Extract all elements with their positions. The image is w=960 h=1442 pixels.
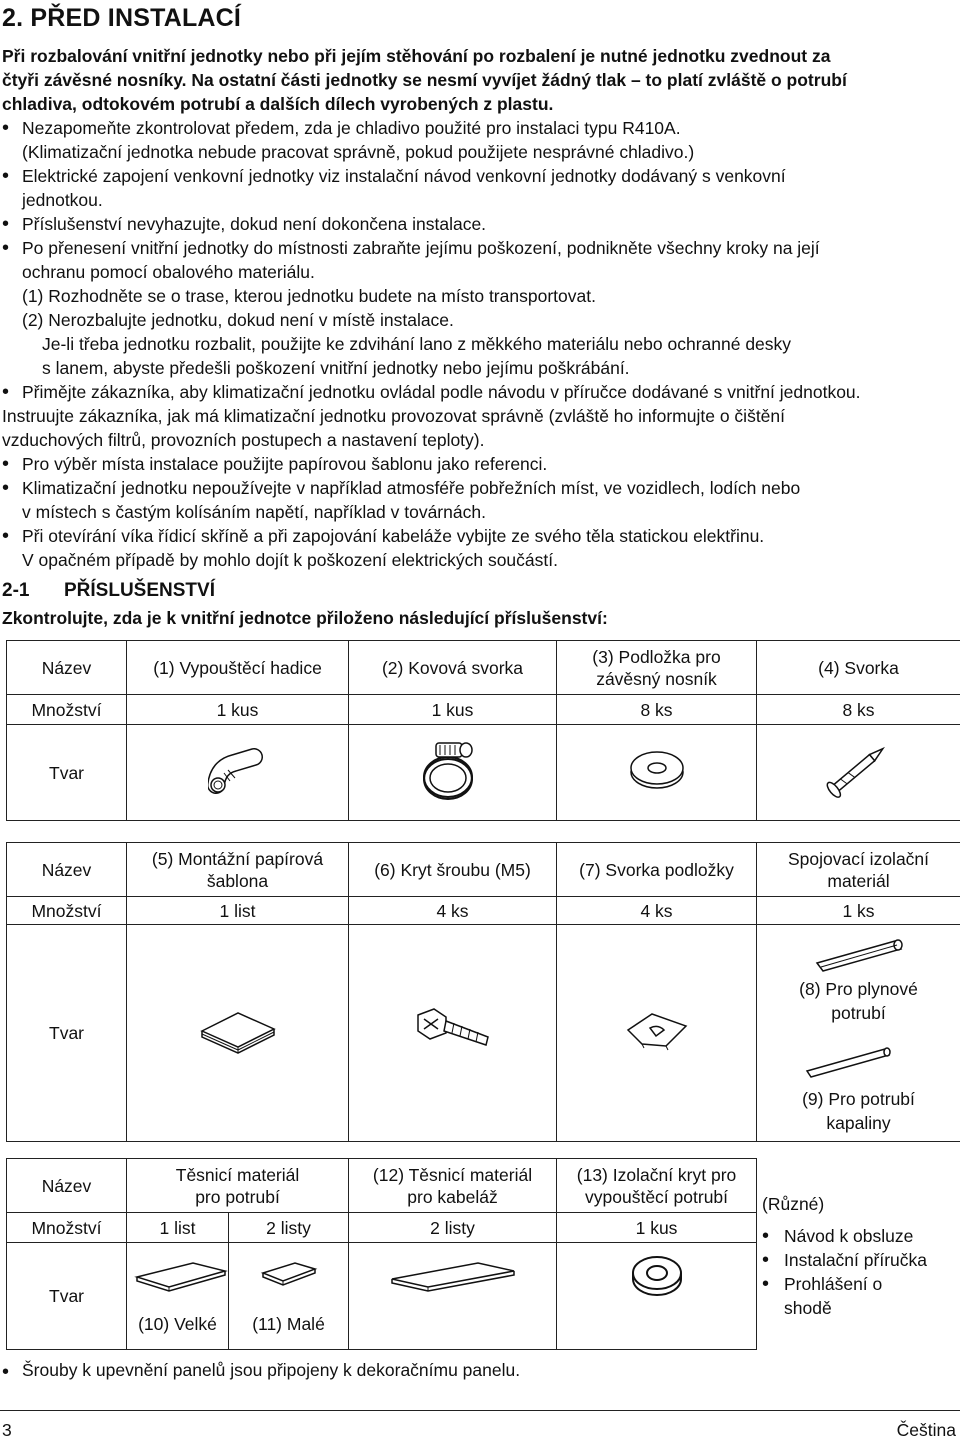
misc-list <box>762 1192 927 1320</box>
list-item-text: Klimatizační jednotku nepoužívejte v například atmosféře pobřežních míst, ve vozidlech, lodích nebo <box>22 478 801 498</box>
list-item-text: Prohlášení o <box>784 1274 883 1294</box>
cell-line: Spojovací izolační <box>787 848 930 869</box>
shape-label: Tvar <box>7 925 127 1142</box>
cell-line: (12) Těsnicí materiál <box>372 1164 533 1185</box>
table-row <box>7 695 960 725</box>
list-item <box>762 1224 927 1248</box>
cell-line: (8) Pro plynové <box>799 979 918 999</box>
table-cell <box>349 1159 557 1213</box>
table-cell: 1 kus <box>349 695 557 725</box>
list-item-text: Elektrické zapojení venkovní jednotky viz instalační návod venkovní jednotky dodávaný s venkovní <box>22 166 786 186</box>
sealing-material-large-icon <box>133 1257 229 1297</box>
list-item-text: v místech s častým kolísáním napětí, například v továrnách. <box>22 502 486 522</box>
list-item-text: Nezapomeňte zkontrolovat předem, zda je chladivo použité pro instalaci typu R410A. <box>22 118 681 138</box>
table-cell: (6) Kryt šroubu (M5) <box>349 843 557 897</box>
list-item-text: Pro výběr místa instalace použijte papírovou šablonu jako referenci. <box>22 454 548 474</box>
list-item-text: jednotkou. <box>22 190 103 210</box>
table-row <box>7 641 960 695</box>
gas-pipe-insulation-icon <box>809 935 909 975</box>
table-cell <box>127 843 349 897</box>
cell-line: (13) Izolační kryt pro <box>576 1164 737 1185</box>
cell-line: šablona <box>206 870 269 891</box>
sealing-material-small-icon <box>259 1259 319 1289</box>
list-item <box>2 116 958 164</box>
cell-line: materiál <box>827 870 890 891</box>
insulation-cover-icon <box>627 1251 687 1301</box>
table-cell <box>557 1243 757 1350</box>
list-item-text: Instruujte zákazníka, jak má klimatizační jednotku provozovat správně (zvláště ho informujte o čištění <box>2 406 786 426</box>
list-item <box>2 476 958 524</box>
table-cell: (7) Svorka podložky <box>557 843 757 897</box>
table-cell <box>557 1159 757 1213</box>
page-number: 3 <box>2 1420 12 1440</box>
bullet-icon: • <box>762 1273 770 1295</box>
cell-line: pro potrubí <box>195 1186 280 1207</box>
table-cell: 2 listy <box>349 1213 557 1243</box>
table-cell <box>557 725 757 821</box>
intro-line: chladiva, odtokovém potrubí a dalších dílech vyrobených z plastu. <box>2 94 554 114</box>
table-cell <box>757 725 960 821</box>
final-note-text: Šrouby k upevnění panelů jsou připojeny k dekoračnímu panelu. <box>22 1360 521 1380</box>
list-item-text: Instalační příručka <box>784 1250 927 1270</box>
cell-line: (3) Podložka pro <box>592 646 721 667</box>
table-row <box>7 1159 757 1213</box>
shape-caption: (10) Velké <box>138 1314 217 1334</box>
list-item-text: ochranu pomocí obalového materiálu. <box>22 262 315 282</box>
table-cell: 1 kus <box>127 695 349 725</box>
table-cell <box>349 925 557 1142</box>
list-item-text: Je-li třeba jednotku rozbalit, použijte ke zdvihání lano z měkkého materiálu nebo ochranné desky <box>42 334 792 354</box>
bullet-icon: • <box>2 213 10 235</box>
table-row <box>7 925 960 1142</box>
list-item <box>2 452 958 476</box>
name-label: Název <box>7 843 127 897</box>
list-item-text: (1) Rozhodněte se o trase, kterou jednotku budete na místo transportovat. <box>22 286 596 306</box>
table-cell <box>229 1243 349 1350</box>
table-row <box>7 1213 757 1243</box>
drain-hose-icon <box>208 745 268 795</box>
bullet-icon: • <box>2 477 10 499</box>
bullet-icon: • <box>2 1361 10 1383</box>
shape-label: Tvar <box>7 1243 127 1350</box>
bullet-list <box>2 116 958 572</box>
intro-line: čtyři závěsné nosníky. Na ostatní části jednotky se nesmí vyvíjet žádný tlak – to platí zvláště o potrubí <box>2 70 847 90</box>
list-item <box>762 1248 927 1272</box>
quantity-label: Množství <box>7 897 127 925</box>
list-item <box>2 164 958 212</box>
table-row <box>7 725 960 821</box>
section-title: PŘÍSLUŠENSTVÍ <box>64 580 215 601</box>
table-cell: 4 ks <box>557 897 757 925</box>
intro-line: Při rozbalování vnitřní jednotky nebo při jejím stěhování po rozbalení je nutné jednotku zvednout za <box>2 46 831 66</box>
bullet-icon: • <box>2 525 10 547</box>
table-cell: 8 ks <box>557 695 757 725</box>
list-item-text: Po přenesení vnitřní jednotky do místnosti zabraňte jejímu poškození, podnikněte všechny kroky na její <box>22 238 820 258</box>
bullet-icon: • <box>2 165 10 187</box>
cell-line: (9) Pro potrubí <box>802 1089 915 1109</box>
bullet-icon: • <box>2 237 10 259</box>
table-cell <box>557 925 757 1142</box>
list-item-text: Příslušenství nevyhazujte, dokud není dokončena instalace. <box>22 214 487 234</box>
footer-divider <box>0 1410 960 1411</box>
shape-caption: (11) Malé <box>252 1314 325 1334</box>
shape-label: Tvar <box>7 725 127 821</box>
table-cell: (4) Svorka <box>757 641 960 695</box>
table-cell: 1 kus <box>557 1213 757 1243</box>
section-heading <box>2 580 215 602</box>
table-cell: 2 listy <box>229 1213 349 1243</box>
table-cell: (1) Vypouštěcí hadice <box>127 641 349 695</box>
screw-icon <box>408 1001 498 1061</box>
table-cell <box>757 925 960 1142</box>
list-item-text: (Klimatizační jednotka nebude pracovat správně, pokud použijete nesprávné chladivo.) <box>22 142 695 162</box>
list-item-text: V opačném případě by mohlo dojít k poškození elektrických součástí. <box>22 550 558 570</box>
washer-clamp-icon <box>622 1006 692 1056</box>
bullet-icon: • <box>2 453 10 475</box>
misc-title: (Různé) <box>762 1194 825 1214</box>
accessories-subheading: Zkontrolujte, zda je k vnitřní jednotce přiloženo následující příslušenství: <box>2 608 608 628</box>
table-cell: 8 ks <box>757 695 960 725</box>
table-cell <box>349 725 557 821</box>
intro-paragraph <box>2 44 958 116</box>
list-item-text: Při otevírání víka řídicí skříně a při zapojování kabeláže vybijte ze svého těla statickou elektřinu. <box>22 526 765 546</box>
cell-line: kapaliny <box>826 1113 891 1133</box>
list-item <box>2 236 958 380</box>
cell-line: vypouštěcí potrubí <box>585 1186 729 1207</box>
list-item-text: Návod k obsluze <box>784 1226 914 1246</box>
clamp-pin-icon <box>819 730 899 810</box>
bullet-icon: • <box>2 117 10 139</box>
bullet-icon: • <box>762 1249 770 1271</box>
paper-template-icon <box>198 1001 278 1061</box>
cell-line: potrubí <box>831 1003 886 1023</box>
final-note <box>2 1360 520 1384</box>
sealing-material-cable-icon <box>388 1259 518 1295</box>
list-item <box>2 524 958 572</box>
table-cell <box>127 725 349 821</box>
cell-line: Těsnicí materiál <box>175 1164 300 1185</box>
list-item-text: Přimějte zákazníka, aby klimatizační jednotku ovládal podle návodu v příručce dodávané s vnitřní jednotkou. <box>22 382 861 402</box>
list-item-text: shodě <box>784 1298 832 1318</box>
table-cell: 1 list <box>127 897 349 925</box>
section-number: 2-1 <box>2 580 30 601</box>
table-cell: 1 ks <box>757 897 960 925</box>
list-item <box>2 212 958 236</box>
bullet-icon: • <box>762 1225 770 1247</box>
table-cell <box>757 843 960 897</box>
accessories-table-2 <box>6 842 960 1142</box>
table-row <box>7 1243 757 1350</box>
quantity-label: Množství <box>7 1213 127 1243</box>
table-row <box>7 897 960 925</box>
bullet-icon: • <box>2 381 10 403</box>
cell-line: (5) Montážní papírová <box>151 848 324 869</box>
list-item-text: (2) Nerozbalujte jednotku, dokud není v místě instalace. <box>22 310 454 330</box>
cell-line: závěsný nosník <box>596 668 717 689</box>
quantity-label: Množství <box>7 695 127 725</box>
list-item-text: s lanem, abyste předešli poškození vnitřní jednotky nebo jejímu poškrábání. <box>42 358 630 378</box>
table-row <box>7 843 960 897</box>
table-cell: 4 ks <box>349 897 557 925</box>
table-cell <box>127 1243 229 1350</box>
list-item-text: vzduchových filtrů, provozních postupech a nastavení teploty). <box>2 430 485 450</box>
metal-clamp-icon <box>418 737 488 803</box>
page-title: 2. PŘED INSTALACÍ <box>2 4 242 32</box>
liquid-pipe-insulation-icon <box>799 1041 899 1081</box>
cell-line: pro kabeláž <box>407 1186 498 1207</box>
table-cell: (2) Kovová svorka <box>349 641 557 695</box>
table-cell <box>127 925 349 1142</box>
accessories-table-1 <box>6 640 960 821</box>
list-item <box>762 1272 927 1296</box>
washer-icon <box>627 745 687 795</box>
list-item <box>2 380 958 404</box>
table-cell <box>349 1243 557 1350</box>
list-item <box>762 1296 927 1320</box>
table-cell: 1 list <box>127 1213 229 1243</box>
accessories-table-3 <box>6 1158 757 1350</box>
footer-language: Čeština <box>896 1420 956 1440</box>
name-label: Název <box>7 641 127 695</box>
table-cell <box>557 641 757 695</box>
name-label: Název <box>7 1159 127 1213</box>
table-cell <box>127 1159 349 1213</box>
